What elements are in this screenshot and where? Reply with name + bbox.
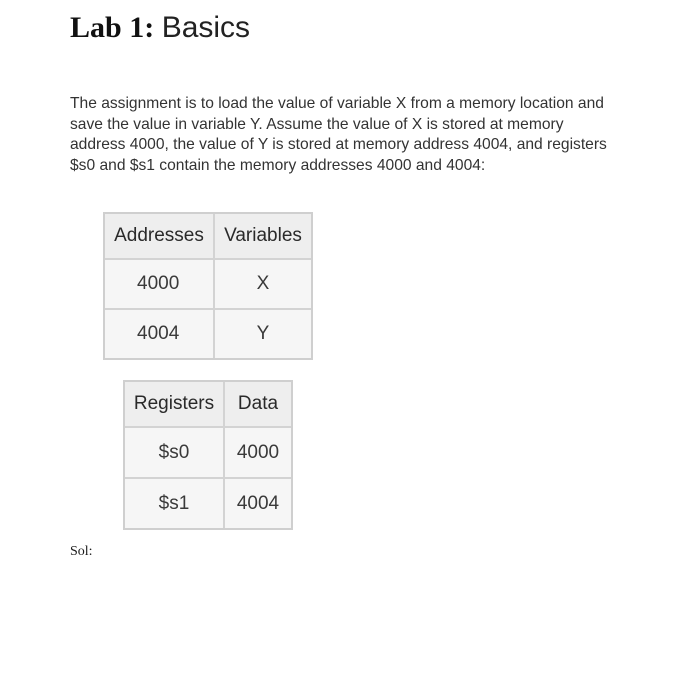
column-header-data: Data [225, 382, 291, 426]
address-cell: 4004 [105, 308, 215, 358]
table-row [105, 308, 311, 358]
column-header-registers: Registers [125, 382, 225, 426]
register-cell: $s0 [125, 426, 225, 477]
assignment-line: address 4000, the value of Y is stored at memory address 4004, and registers [70, 136, 607, 153]
register-cell: $s1 [125, 477, 225, 528]
variable-cell: X [215, 258, 311, 308]
register-data-table [123, 380, 293, 530]
column-header-addresses: Addresses [105, 214, 215, 258]
table-row [125, 426, 291, 477]
assignment-line: save the value in variable Y. Assume the value of X is stored at memory [70, 115, 564, 133]
solution-label: Sol: [70, 544, 93, 559]
table-header-row [125, 382, 291, 426]
assignment-line: $s0 and $s1 contain the memory addresses 4000 and 4004: [70, 156, 486, 174]
data-cell: 4004 [225, 477, 291, 528]
table-row [125, 477, 291, 528]
table-header-row [105, 214, 311, 258]
assignment-line: The assignment is to load the value of variable X from a memory location and [70, 95, 604, 112]
page-title [70, 10, 250, 46]
memory-address-table [103, 212, 313, 360]
title-lab-number: Lab 1: [70, 11, 155, 44]
data-cell: 4000 [225, 426, 291, 477]
assignment-description [70, 94, 670, 176]
variable-cell: Y [215, 308, 311, 358]
table-row [105, 258, 311, 308]
title-topic: Basics [161, 11, 251, 44]
column-header-variables: Variables [215, 214, 311, 258]
address-cell: 4000 [105, 258, 215, 308]
